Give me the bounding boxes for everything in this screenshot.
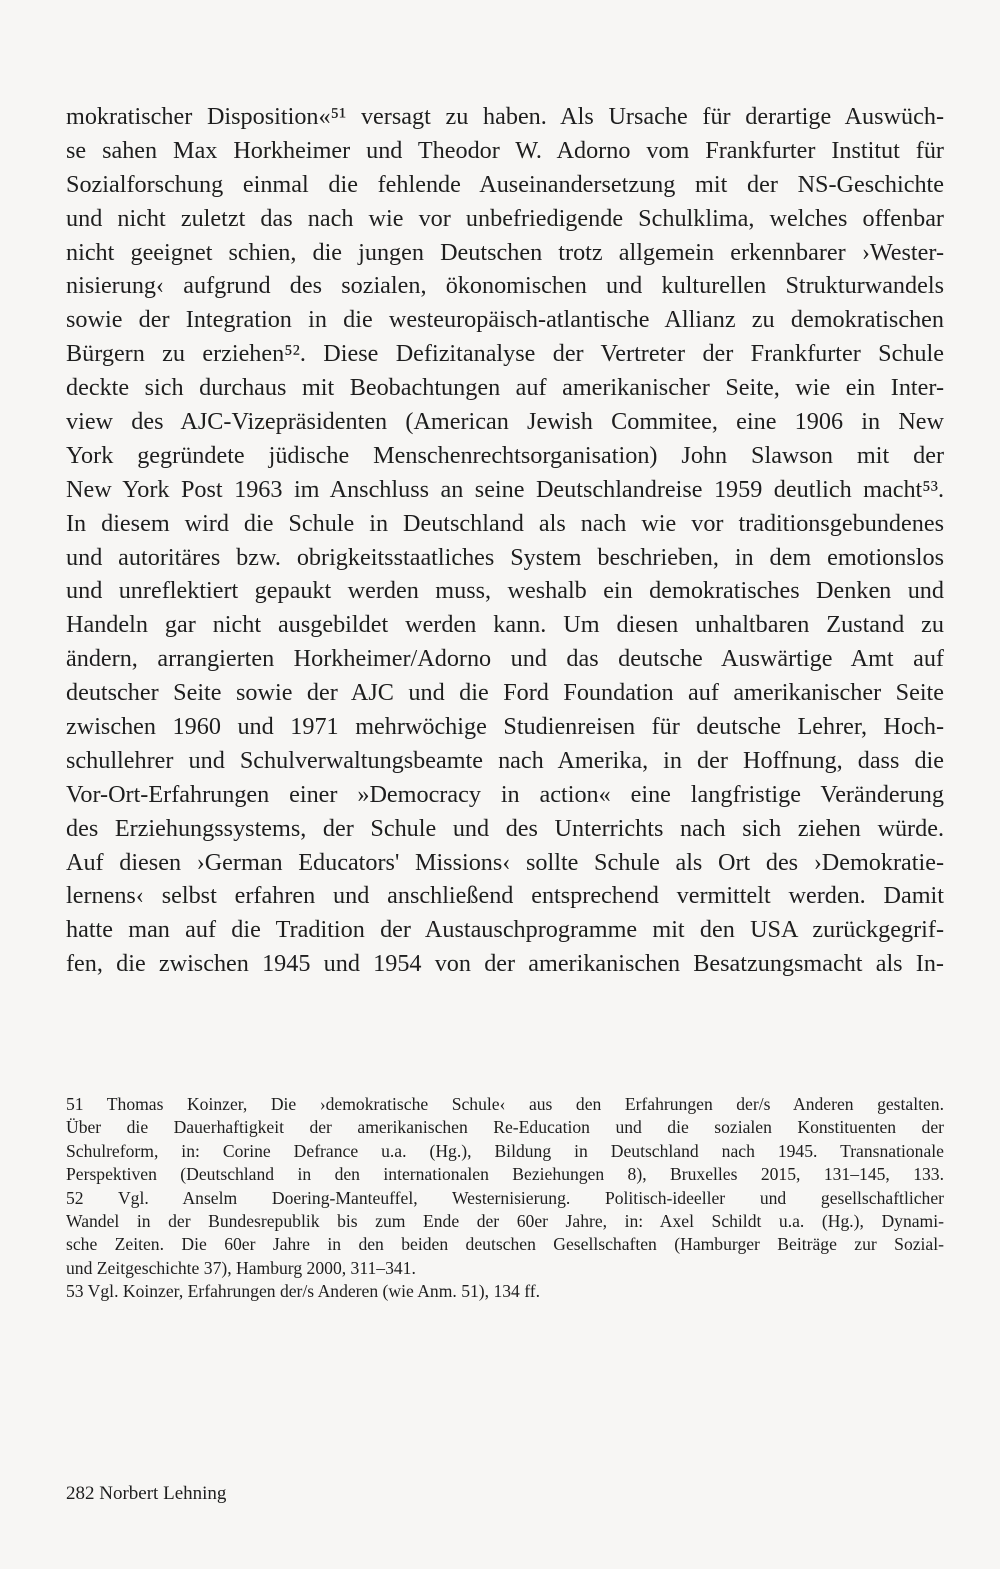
text-line: schullehrer und Schulverwaltungsbeamte nach Amerika, in der Hoffnung, dass die: [66, 746, 944, 774]
text-line: Sozialforschung einmal die fehlende Auseinandersetzung mit der NS-Geschichte: [66, 170, 944, 198]
text-line: deckte sich durchaus mit Beobachtungen auf amerikanischer Seite, wie ein Inter-: [66, 374, 944, 402]
text-line: lernens‹ selbst erfahren und anschließend entsprechend vermittelt werden. Damit: [66, 882, 944, 910]
text-line: York gegründete jüdische Menschenrechtsorganisation) John Slawson mit der: [66, 441, 944, 469]
running-author: Norbert Lehning: [99, 1483, 227, 1504]
text-line: New York Post 1963 im Anschluss an seine Deutschlandreise 1959 deutlich macht⁵³.: [66, 475, 944, 503]
text-line: nisierung‹ aufgrund des sozialen, ökonomischen und kulturellen Strukturwandels: [66, 272, 944, 300]
text-line: und autoritäres bzw. obrigkeitsstaatliches System beschrieben, in dem emotionslos: [66, 543, 944, 571]
text-line: deutscher Seite sowie der AJC und die Ford Foundation auf amerikanischer Seite: [66, 679, 944, 707]
text-line: view des AJC-Vizepräsidenten (American Jewish Commitee, eine 1906 in New: [66, 408, 944, 436]
footnote-51-line: Über die Dauerhaftigkeit der amerikanischen Re-Education und die sozialen Konstituenten der: [66, 1117, 944, 1138]
text-line: hatte man auf die Tradition der Austauschprogramme mit den USA zurückgegrif-: [66, 916, 944, 944]
text-line: ändern, arrangierten Horkheimer/Adorno und das deutsche Auswärtige Amt auf: [66, 645, 944, 673]
footnote-52-line: Wandel in der Bundesrepublik bis zum Ende der 60er Jahre, in: Axel Schildt u.a. (Hg.), Dynami-: [66, 1210, 944, 1231]
page-footer: [66, 1482, 226, 1506]
footnote-51-line: Schulreform, in: Corine Defrance u.a. (Hg.), Bildung in Deutschland nach 1945. Transnationale: [66, 1140, 944, 1161]
text-line: und unreflektiert gepaukt werden muss, weshalb ein demokratisches Denken und: [66, 577, 944, 605]
footnote-52-line: und Zeitgeschichte 37), Hamburg 2000, 311–341.: [66, 1257, 416, 1278]
text-line: Auf diesen ›German Educators' Missions‹ sollte Schule als Ort des ›Demokratie-: [66, 848, 944, 876]
footnote-51-line: 51 Thomas Koinzer, Die ›demokratische Schule‹ aus den Erfahrungen der/s Anderen gestalten.: [66, 1094, 944, 1114]
text-line: und nicht zuletzt das nach wie vor unbefriedigende Schulklima, welches offenbar: [66, 204, 944, 232]
page-number: 282: [66, 1483, 95, 1504]
text-line: se sahen Max Horkheimer und Theodor W. Adorno vom Frankfurter Institut für: [66, 136, 944, 164]
text-line: Bürgern zu erziehen⁵². Diese Defizitanalyse der Vertreter der Frankfurter Schule: [66, 340, 944, 368]
text-line: In diesem wird die Schule in Deutschland als nach wie vor traditionsgebundenes: [66, 509, 944, 537]
text-line: des Erziehungssystems, der Schule und des Unterrichts nach sich ziehen würde.: [66, 814, 944, 842]
text-line: nicht geeignet schien, die jungen Deutschen trotz allgemein erkennbarer ›Wester-: [66, 238, 944, 266]
main-text: [66, 100, 944, 981]
text-line: mokratischer Disposition«⁵¹ versagt zu haben. Als Ursache für derartige Auswüch-: [66, 103, 944, 130]
text-line: Vor-Ort-Erfahrungen einer »Democracy in action« eine langfristige Veränderung: [66, 780, 944, 808]
text-line: sowie der Integration in die westeuropäisch-atlantische Allianz zu demokratischen: [66, 306, 944, 334]
footnote-52-line: sche Zeiten. Die 60er Jahre in den beiden deutschen Gesellschaften (Hamburger Beiträge zur Sozial-: [66, 1234, 944, 1255]
text-line: fen, die zwischen 1945 und 1954 von der amerikanischen Besatzungsmacht als In-: [66, 950, 944, 978]
text-line: Handeln gar nicht ausgebildet werden kann. Um diesen unhaltbaren Zustand zu: [66, 611, 944, 639]
footnotes: [66, 1093, 944, 1304]
footnote-53-line: 53 Vgl. Koinzer, Erfahrungen der/s Anderen (wie Anm. 51), 134 ff.: [66, 1281, 541, 1302]
footnote-52-line: 52 Vgl. Anselm Doering-Manteuffel, Westernisierung. Politisch-ideeller und gesellschaftlicher: [66, 1187, 944, 1208]
text-line: zwischen 1960 und 1971 mehrwöchige Studienreisen für deutsche Lehrer, Hoch-: [66, 713, 944, 741]
footnote-51-line: Perspektiven (Deutschland in den internationalen Beziehungen 8), Bruxelles 2015, 131–145, 133.: [66, 1164, 944, 1185]
